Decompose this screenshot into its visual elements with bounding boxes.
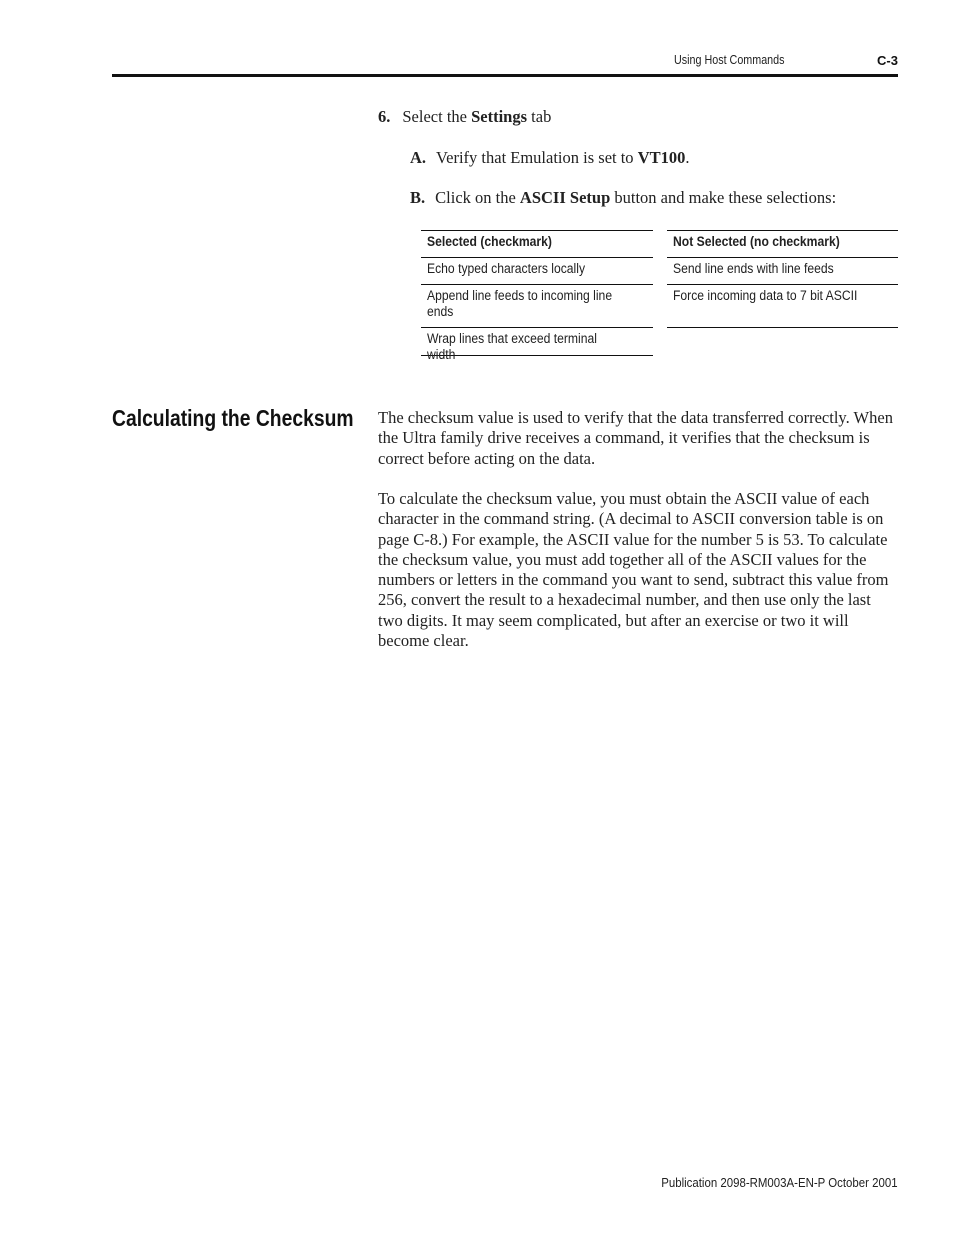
table-row: Wrap lines that exceed terminal width: [421, 328, 653, 356]
step-number: 6.: [378, 107, 391, 126]
table-row: Echo typed characters locally: [421, 258, 653, 285]
substep-letter: B.: [410, 188, 426, 207]
step-text-prefix: Select the: [402, 107, 472, 126]
section-heading: Calculating the Checksum: [112, 405, 354, 431]
substep-text-prefix: Verify that Emulation is set to: [436, 148, 638, 167]
not-selected-options-table: [667, 230, 898, 328]
table-row: Send line ends with line feeds: [667, 258, 898, 285]
substep-text-bold: ASCII Setup: [519, 188, 611, 207]
header-section-title: Using Host Commands: [674, 53, 785, 67]
substep-text-suffix: button and make these selections:: [610, 188, 837, 207]
step-6: [378, 107, 551, 127]
substep-text-bold: VT100: [637, 148, 686, 167]
substep-b: [410, 188, 836, 208]
substep-text-suffix: .: [685, 148, 690, 167]
body-paragraph: The checksum value is used to verify that the data transferred correctly. When the Ultra family drive receives a command, it verifies that the checksum is correct before acting on the data.: [378, 408, 893, 468]
selected-options-table: [421, 230, 653, 362]
substep-letter: A.: [410, 148, 427, 167]
body-paragraph: To calculate the checksum value, you must obtain the ASCII value of each character in the command string. (A decimal to ASCII conversion table is on page C-8.) For example, the ASCII value for the number 5 is 53. To calculate the checksum value, you must add together all of the ASCII values for the numbers or letters in the command you want to send, subtract this value from 256, convert the result to a hexadecimal number, and then use only the last two digits. It may seem complicated, but after an exercise or two it will become clear.: [378, 489, 889, 651]
table-header: Not Selected (no checkmark): [667, 230, 898, 258]
header-page-number: C-3: [877, 53, 898, 68]
table-header: Selected (checkmark): [421, 230, 653, 258]
step-text-bold: Settings: [471, 107, 528, 126]
publication-footer: Publication 2098-RM003A-EN-P October 2001: [661, 1175, 898, 1190]
table-row: Force incoming data to 7 bit ASCII: [667, 285, 898, 328]
table-row: Append line feeds to incoming line ends: [421, 285, 653, 328]
header-rule: [112, 74, 898, 77]
step-text-suffix: tab: [527, 107, 552, 126]
substep-text-prefix: Click on the: [435, 188, 520, 207]
substep-a: [410, 148, 689, 168]
